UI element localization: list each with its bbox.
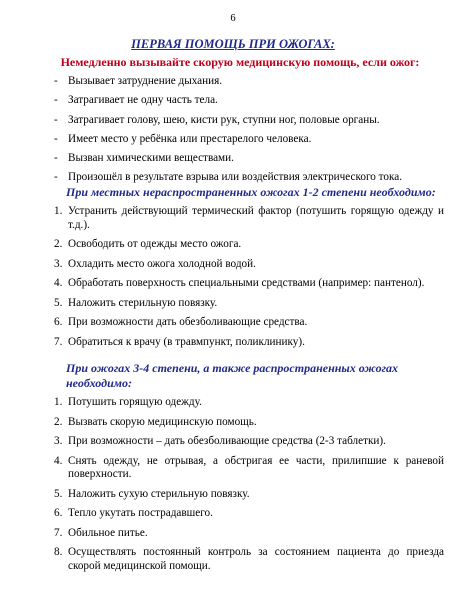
list-item	[54, 316, 444, 330]
list-item-text: Осуществлять постоянный контроль за состоянием пациента до приезда скорой медицинской помощи.	[68, 546, 444, 572]
page-title: ПЕРВАЯ ПОМОЩЬ ПРИ ОЖОГАХ:	[131, 37, 335, 51]
call-ambulance-heading: Немедленно вызывайте скорую медицинскую помощь, если ожог:	[60, 55, 420, 69]
item-number: 7.	[54, 526, 63, 539]
dash-marker: -	[54, 75, 58, 87]
list-item-text: Потушить горящую одежду.	[68, 396, 202, 408]
list-item-text: Обработать поверхность специальными средствами (например: пантенол).	[68, 277, 425, 289]
local-burns-heading: При местных нераспространенных ожогах 1-2 степени необходимо:	[66, 185, 436, 199]
list-item-text: Вызвать скорую медицинскую помощь.	[68, 415, 257, 428]
item-number: 8.	[54, 546, 63, 558]
list-item	[54, 336, 444, 350]
dash-marker: -	[54, 171, 58, 184]
list-item-text: Произошёл в результате взрыва или воздействия электрического тока.	[68, 171, 403, 184]
list-item-text: Вызывает затруднение дыхания.	[68, 75, 223, 87]
list-item-text: Обильное питье.	[68, 526, 148, 539]
list-item	[54, 258, 444, 272]
list-item	[54, 546, 444, 573]
list-item	[54, 205, 444, 232]
item-number: 6.	[54, 316, 63, 328]
list-item-text: Затрагивает не одну часть тела.	[68, 94, 218, 107]
list-item	[54, 297, 444, 311]
list-item	[54, 133, 434, 146]
dash-marker: -	[54, 94, 58, 107]
item-number: 3.	[54, 435, 63, 447]
item-number: 1.	[54, 205, 63, 217]
list-item-text: Освободить от одежды место ожога.	[68, 238, 242, 250]
dash-marker: -	[54, 152, 58, 165]
list-item	[54, 416, 444, 430]
list-item-text: Охладить место ожога холодной водой.	[68, 257, 256, 270]
list-item-text: Устранить действующий термический фактор (потушить горящую одежду и т.д.).	[68, 205, 444, 231]
item-number: 2.	[54, 238, 63, 250]
list-item-text: Наложить сухую стерильную повязку.	[68, 487, 250, 500]
list-item	[54, 488, 444, 502]
dash-marker: -	[54, 132, 58, 145]
list-item	[54, 277, 444, 291]
list-item	[54, 507, 444, 521]
call-conditions-list	[54, 75, 434, 191]
list-item	[54, 455, 444, 482]
item-number: 7.	[54, 335, 63, 348]
list-item-text: Вызван химическими веществами.	[68, 152, 234, 165]
list-item-text: Наложить стерильную повязку.	[68, 296, 218, 309]
list-item-text: Обратиться к врачу (в травмпункт, поликлинику).	[68, 335, 305, 348]
dash-marker: -	[54, 113, 58, 126]
list-item	[54, 396, 444, 410]
item-number: 4.	[54, 277, 63, 289]
item-number: 5.	[54, 487, 63, 500]
list-item	[54, 152, 434, 165]
list-item	[54, 527, 444, 541]
page-number: 6	[230, 13, 236, 24]
list-item-text: При возможности – дать обезболивающие средства (2-3 таблетки).	[68, 435, 386, 447]
list-item-text: Затрагивает голову, шею, кисти рук, ступни ног, половые органы.	[68, 113, 380, 126]
list-item	[54, 171, 434, 184]
item-number: 4.	[54, 454, 63, 467]
list-item	[54, 75, 434, 88]
item-number: 6.	[54, 507, 63, 519]
local-burns-steps	[54, 205, 444, 355]
item-number: 1.	[54, 396, 63, 408]
severe-burns-heading: При ожогах 3-4 степени, а также распространенных ожогах необходимо:	[66, 361, 398, 390]
severe-burns-steps	[54, 396, 444, 579]
item-number: 2.	[54, 415, 63, 428]
item-number: 5.	[54, 296, 63, 309]
list-item-text: Имеет место у ребёнка или престарелого человека.	[68, 132, 312, 145]
list-item-text: Тепло укутать пострадавшего.	[68, 507, 213, 519]
list-item	[54, 94, 434, 107]
list-item-text: Снять одежду, не отрывая, а обстригая ее части, прилипшие к раневой поверхности.	[68, 454, 444, 480]
list-item	[54, 238, 444, 252]
list-item	[54, 114, 434, 127]
item-number: 3.	[54, 257, 63, 270]
list-item	[54, 435, 444, 449]
list-item-text: При возможности дать обезболивающие средства.	[68, 316, 308, 328]
